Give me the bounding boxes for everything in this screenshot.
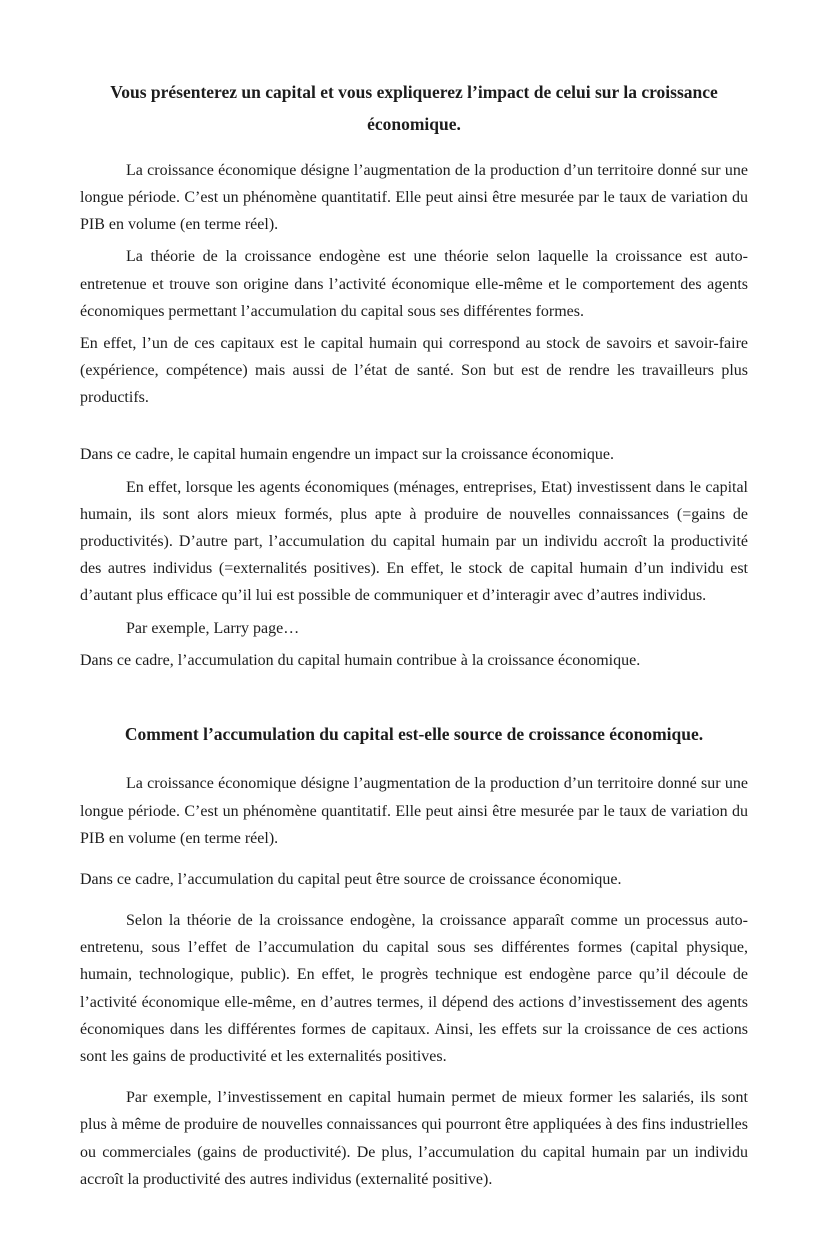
paragraph-example-investment-human-capital: Par exemple, l’investissement en capital humain permet de mieux former les salariés, ils sont plus à même de produire de nouvelles connaissances qui pourront être appliquées à des fins industrielles ou commerciales (gains de productivité). De plus, l’accumulation du capital humain par un individu accroît la productivité des autres individus (externalité positive). (80, 1089, 748, 1188)
paragraph-endogenous-growth-theory: La théorie de la croissance endogène est une théorie selon laquelle la croissance est auto-entretenue et trouve son origine dans l’activité économique elle-même et le comportement des agents économiques permettant l’accumulation du capital sous ses différentes formes. (80, 248, 748, 320)
paragraph-growth-definition-2: La croissance économique désigne l’augmentation de la production d’un territoire donné sur une longue période. C’est un phénomène quantitatif. Elle peut ainsi être mesurée par le taux de variation du PIB en volume (en terme réel). (80, 775, 748, 847)
essay-question-2-title: Comment l’accumulation du capital est-elle source de croissance économique. (124, 723, 704, 744)
paragraph-growth-definition-1: La croissance économique désigne l’augmentation de la production d’un territoire donné sur une longue période. C’est un phénomène quantitatif. Elle peut ainsi être mesurée par le taux de variation du PIB en volume (en terme réel). (80, 161, 748, 234)
paragraph-example-larry-page: Par exemple, Larry page… (126, 619, 300, 637)
paragraph-transition-accumulation: Dans ce cadre, l’accumulation du capital peut être source de croissance économique. (80, 870, 622, 888)
paragraph-human-capital-definition: En effet, l’un de ces capitaux est le capital humain qui correspond au stock de savoirs et savoir-faire (expérience, compétence) mais aussi de l’état de santé. Son but est de rendre les travailleurs plus productifs. (80, 334, 748, 407)
paragraph-human-capital-effects: En effet, lorsque les agents économiques (ménages, entreprises, Etat) investissent dans le capital humain, ils sont alors mieux formés, plus apte à produire de nouvelles connaissances (=gains de productivités). D’autre part, l’accumulation du capital humain par un individu accroît la productivité des autres individus (=externalités positives). En effet, le stock de capital humain d’un individu est d’autant plus efficace qu’il lui est possible de communiquer et d’interagir avec d’autres individus. (80, 478, 748, 605)
paragraph-transition-impact: Dans ce cadre, le capital humain engendre un impact sur la croissance économique. (80, 446, 614, 464)
paragraph-endogenous-growth-process: Selon la théorie de la croissance endogène, la croissance apparaît comme un processus auto-entretenu, sous l’effet de l’accumulation du capital sous ses différentes formes (capital physique, humain, technologique, public). En effet, le progrès technique est endogène parce qu’il découle de l’activité économique elle-même, en d’autres termes, il dépend des actions d’investissement des agents économiques dans les différentes formes de capitaux. Ainsi, les effets sur la croissance de ces actions sont les gains de productivité et les externalités positives. (80, 912, 748, 1065)
paragraph-conclusion-section-1: Dans ce cadre, l’accumulation du capital humain contribue à la croissance économique. (80, 651, 641, 669)
essay-question-1-title: Vous présenterez un capital et vous expliquerez l’impact de celui sur la croissance économique. (110, 82, 718, 135)
